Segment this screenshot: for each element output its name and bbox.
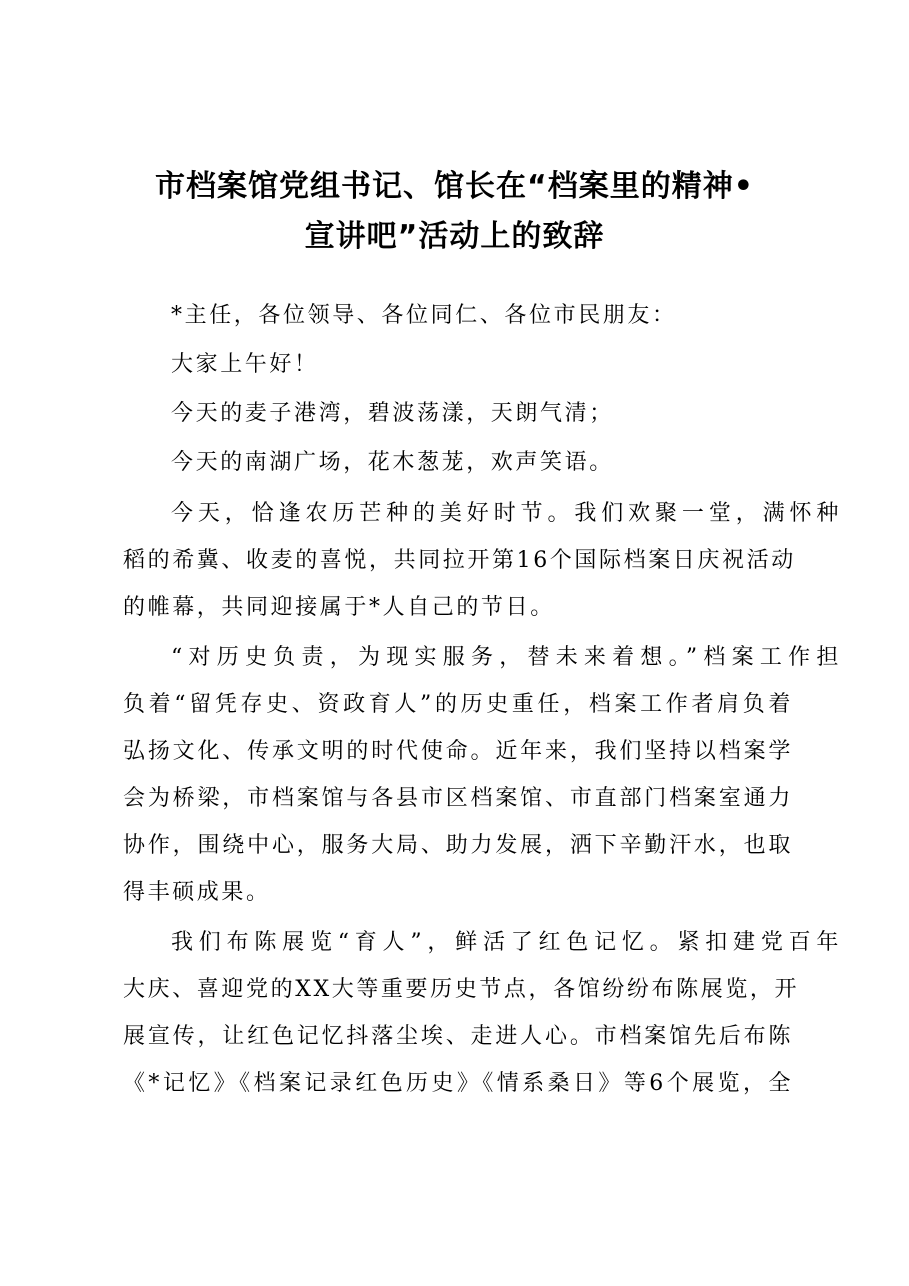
paragraph-line: 弘扬文化、传承文明的时代使命。近年来，我们坚持以档案学 — [123, 739, 793, 764]
paragraph-line: 协作，围绕中心，服务大局、助力发展，洒下辛勤汗水，也取 — [123, 833, 793, 858]
paragraph-line: 展宣传，让红色记忆抖落尘埃、走进人心。市档案馆先后布陈 — [123, 1024, 793, 1049]
document-title-line-1: 市档案馆党组书记、馆长在“档案里的精神• — [155, 169, 754, 204]
paragraph-line: 的帷幕，共同迎接属于*人自己的节日。 — [123, 595, 555, 620]
paragraph-line: 我们布陈展览“育人”，鲜活了红色记忆。紧扣建党百年 — [171, 930, 841, 955]
paragraph-line: 稻的希冀、收麦的喜悦，共同拉开第16个国际档案日庆祝活动 — [123, 548, 796, 573]
document-title-line-2: 宣讲吧”活动上的致辞 — [304, 219, 605, 254]
paragraph-line: 得丰硕成果。 — [123, 880, 271, 905]
paragraph-line: “对历史负责，为现实服务，替未来着想。”档案工作担 — [171, 645, 841, 670]
paragraph-line: 今天，恰逢农历芒种的美好时节。我们欢聚一堂，满怀种 — [171, 501, 841, 526]
paragraph-line: 《*记忆》《档案记录红色历史》《情系桑日》等6个展览，全 — [123, 1071, 793, 1096]
paragraph-line: 会为桥梁，市档案馆与各县市区档案馆、市直部门档案室通力 — [123, 786, 793, 811]
paragraph-line: 负着“留凭存史、资政育人”的历史重任，档案工作者肩负着 — [123, 692, 793, 717]
paragraph-line: 大庆、喜迎党的XX大等重要历史节点，各馆纷纷布陈展览，开 — [123, 977, 800, 1002]
paragraph-line: 今天的南湖广场，花木葱茏，欢声笑语。 — [171, 450, 614, 475]
paragraph-line: 今天的麦子港湾，碧波荡漾，天朗气清； — [171, 401, 614, 426]
greeting-line: 大家上午好！ — [171, 352, 319, 377]
salutation-line: *主任，各位领导、各位同仁、各位市民朋友： — [171, 303, 677, 328]
